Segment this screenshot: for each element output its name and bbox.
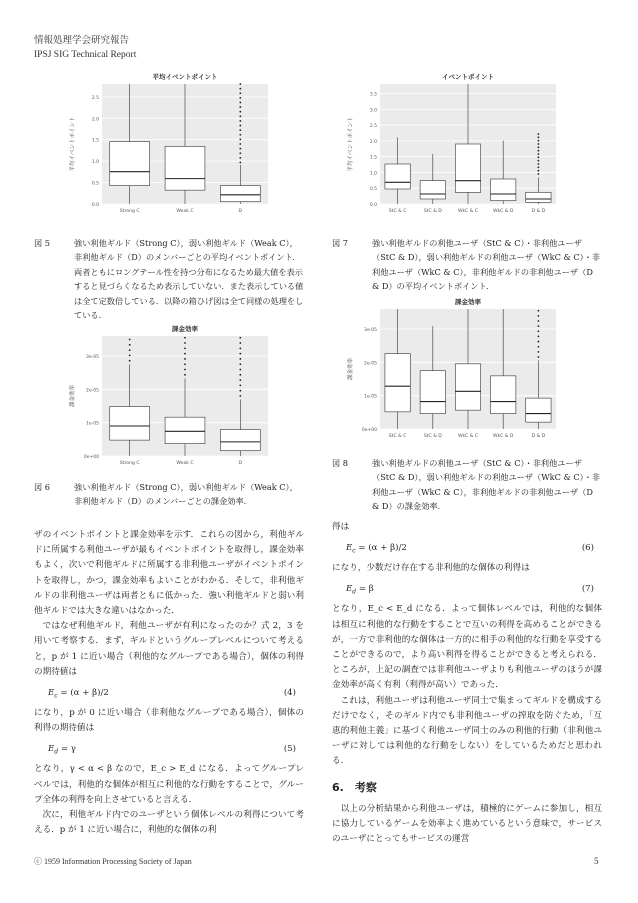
outlier-point bbox=[239, 152, 241, 154]
outlier-point bbox=[184, 358, 186, 360]
figure-8-caption-text: 強い利他ギルドの利他ユーザ（StC & C）・非利他ユーザ（StC & D），弱い利他ギルドの利他ユーザ（WkC & C）・非利他ユーザ（WkC & C），非利他ギルドの非利他ユーザ（D & D）の課金効率． bbox=[372, 458, 601, 512]
eq5-number: (5) bbox=[283, 744, 296, 755]
fig8-boxplot bbox=[342, 295, 562, 445]
x-tick-label: D bbox=[238, 461, 243, 466]
box-wkc-c bbox=[455, 364, 480, 410]
figure-7 bbox=[342, 70, 562, 220]
outlier-point bbox=[184, 369, 186, 371]
equation-6 bbox=[332, 537, 602, 559]
outlier-point bbox=[538, 156, 540, 158]
outlier-point bbox=[239, 374, 241, 376]
x-tick-label: Weak C bbox=[176, 461, 194, 466]
outlier-point bbox=[239, 390, 241, 392]
outlier-point bbox=[538, 143, 540, 145]
box-stc-c bbox=[385, 164, 410, 189]
outlier-point bbox=[184, 374, 186, 376]
right-paragraph-4: 以上の分析結果から利他ユーザは，積極的にゲームに参加し，相互に協力しているゲームを効率よく進めているという意味で，サービスのユーザにとってもサービスの運営 bbox=[332, 803, 602, 845]
x-tick-label: D & D bbox=[531, 209, 546, 214]
figure-8-label: 図 8 bbox=[332, 458, 348, 468]
box-d-d bbox=[526, 398, 551, 422]
chart-title: イベントポイント bbox=[442, 73, 494, 81]
box-d-d bbox=[526, 192, 551, 202]
right-column bbox=[332, 520, 602, 847]
journal-title-jp: 情報処理学会研究報告 bbox=[34, 35, 130, 46]
box-stc-d bbox=[420, 371, 445, 414]
eq4-number: (4) bbox=[283, 688, 296, 699]
eq6-sub: c bbox=[352, 547, 356, 555]
eq6-number: (6) bbox=[581, 543, 594, 554]
box-wkc-d bbox=[491, 179, 516, 201]
outlier-point bbox=[239, 347, 241, 349]
eq5-rhs: = γ bbox=[58, 744, 76, 755]
outlier-point bbox=[184, 342, 186, 344]
box-d bbox=[220, 186, 260, 202]
box-wkc-d bbox=[491, 376, 516, 414]
equation-7 bbox=[332, 578, 602, 600]
eq7-number: (7) bbox=[581, 584, 594, 595]
y-tick-label: 0e+00 bbox=[361, 428, 377, 433]
y-axis-label: 課金効率 bbox=[348, 357, 354, 381]
outlier-point bbox=[538, 356, 540, 358]
outlier-point bbox=[538, 315, 540, 317]
outlier-point bbox=[239, 143, 241, 145]
outlier-point bbox=[239, 148, 241, 150]
box-weak-c bbox=[165, 146, 205, 190]
y-tick-label: 3.0 bbox=[369, 108, 377, 114]
y-tick-label: 1.0 bbox=[91, 160, 99, 166]
chart-title: 課金効率 bbox=[455, 298, 481, 306]
box-stc-d bbox=[420, 181, 445, 199]
x-tick-label: WkC & C bbox=[457, 209, 479, 214]
eq6-rhs: = (α + β)/2 bbox=[355, 543, 407, 554]
y-tick-label: 3e-05 bbox=[86, 355, 99, 360]
right-paragraph-2: となり，E_c < E_d になる．よって個体レベルでは，利他的な個体は相互に利他的な行動をすることで互いの利得を高めることができるが，一方で非利他的な個体は一方的に相手の利他的な行動を享受することができるので，より高い利得を得ることができると考えられる．ところが，上記の調査では非利他ユーザよりも利他ユーザのほうが課金効率が高く有利（利得が高い）であった． bbox=[332, 604, 602, 691]
equation-4 bbox=[34, 682, 304, 704]
figure-7-label: 図 7 bbox=[332, 238, 348, 248]
y-tick-label: 0e+00 bbox=[83, 455, 99, 460]
outlier-point bbox=[239, 102, 241, 104]
left-paragraph-1: ザのイベントポイントと課金効率を示す．これらの図から，利他ギルドに所属する利他ユーザが最もイベントポイントを取得し，課金効率もよく，次いで利他ギルドに所属する非利他ユーザがイベントポイントを取得し，かつ，課金効率もよいことがわかる．そして，非利他ギルドの非利他ユーザは両者ともに低かった．強い利他ギルドと弱い利他ギルドでは大きな違いはなかった． bbox=[34, 530, 304, 617]
outlier-point bbox=[538, 346, 540, 348]
left-paragraph-3: になり，p が 0 に近い場合（非利他なグループである場合），個体の利得の期待値は bbox=[34, 708, 304, 734]
outlier-point bbox=[538, 153, 540, 155]
outlier-point bbox=[538, 341, 540, 343]
outlier-point bbox=[239, 120, 241, 122]
outlier-point bbox=[239, 385, 241, 387]
eq4-sub: c bbox=[54, 692, 58, 700]
y-axis-label: 平均イベントポイント bbox=[348, 116, 354, 172]
y-tick-label: 0.0 bbox=[91, 203, 99, 208]
outlier-point bbox=[129, 349, 131, 351]
page-header bbox=[34, 34, 136, 62]
outlier-point bbox=[239, 129, 241, 131]
outlier-point bbox=[538, 133, 540, 135]
outlier-point bbox=[538, 173, 540, 175]
page-number: 5 bbox=[594, 856, 599, 866]
outlier-point bbox=[184, 337, 186, 339]
x-tick-label: StC & D bbox=[423, 434, 442, 439]
x-tick-label: Strong C bbox=[119, 209, 140, 214]
y-tick-label: 1e-05 bbox=[86, 421, 99, 427]
figure-8-caption bbox=[332, 456, 602, 514]
y-tick-label: 0.5 bbox=[369, 187, 377, 193]
y-axis-label: 課金効率 bbox=[70, 384, 76, 408]
right-paragraph-0: 得は bbox=[332, 522, 350, 532]
y-tick-label: 1.0 bbox=[369, 171, 377, 177]
equation-5 bbox=[34, 738, 304, 760]
figure-5-caption-text: 強い利他ギルド（Strong C），弱い利他ギルド（Weak C），非利他ギルド（D）のメンバーごとの平均イベントポイント．両者ともにロングテール性を持つ分布になるため最大値を表示すると見づらくなるため表示していない．また表示している値は全て定数倍している．以降の箱ひげ図は全て同様の処理をしている． bbox=[74, 238, 304, 321]
y-tick-label: 2.0 bbox=[91, 117, 99, 123]
outlier-point bbox=[239, 363, 241, 365]
box-weak-c bbox=[165, 417, 205, 443]
figure-8 bbox=[342, 295, 562, 445]
x-tick-label: WkC & C bbox=[457, 434, 479, 439]
journal-title-en: IPSJ SIG Technical Report bbox=[34, 50, 137, 60]
y-tick-label: 1.5 bbox=[91, 138, 99, 144]
y-tick-label: 1.5 bbox=[369, 155, 377, 161]
left-paragraph-5: 次に，利他ギルド内でのユーザという個体レベルの利得について考える．p が 1 に近い場合に，利他的な個体の利 bbox=[34, 810, 304, 836]
outlier-point bbox=[239, 162, 241, 164]
outlier-point bbox=[239, 337, 241, 339]
figure-7-caption bbox=[332, 236, 602, 294]
y-tick-label: 2.5 bbox=[369, 124, 377, 130]
outlier-point bbox=[239, 379, 241, 381]
box-strong-c bbox=[110, 407, 150, 441]
outlier-point bbox=[239, 138, 241, 140]
left-column bbox=[34, 528, 304, 838]
box-stc-c bbox=[385, 354, 410, 412]
figure-5-caption bbox=[34, 236, 304, 322]
y-tick-label: 0.5 bbox=[91, 181, 99, 187]
outlier-point bbox=[538, 330, 540, 332]
y-axis-label: 平均イベントポイント bbox=[70, 116, 76, 172]
outlier-point bbox=[239, 125, 241, 127]
fig7-boxplot bbox=[342, 70, 562, 220]
eq4-lhs: E bbox=[48, 688, 55, 699]
chart-title: 平均イベントポイント bbox=[152, 73, 218, 81]
figure-6-label: 図 6 bbox=[34, 482, 50, 492]
y-tick-label: 2e-05 bbox=[364, 361, 377, 367]
y-tick-label: 3e-05 bbox=[364, 328, 377, 333]
outlier-point bbox=[538, 160, 540, 162]
outlier-point bbox=[239, 111, 241, 113]
x-tick-label: StC & C bbox=[388, 209, 407, 214]
y-tick-label: 2e-05 bbox=[86, 388, 99, 394]
chart-title: 課金効率 bbox=[172, 325, 198, 333]
x-tick-label: D bbox=[238, 209, 243, 214]
x-tick-label: StC & D bbox=[423, 209, 442, 214]
outlier-point bbox=[239, 88, 241, 90]
outlier-point bbox=[184, 353, 186, 355]
eq7-lhs: E bbox=[346, 584, 353, 595]
y-tick-label: 0.0 bbox=[369, 203, 377, 208]
outlier-point bbox=[538, 140, 540, 142]
outlier-point bbox=[538, 310, 540, 312]
outlier-point bbox=[184, 363, 186, 365]
outlier-point bbox=[239, 92, 241, 94]
fig5-boxplot bbox=[64, 70, 274, 220]
outlier-point bbox=[239, 115, 241, 117]
x-tick-label: WkC & D bbox=[492, 209, 514, 214]
eq7-rhs: = β bbox=[356, 584, 374, 595]
outlier-point bbox=[129, 344, 131, 346]
eq5-lhs: E bbox=[48, 744, 55, 755]
figure-6-caption-text: 強い利他ギルド（Strong C），弱い利他ギルド（Weak C），非利他ギルド（D）のメンバーごとの課金効率． bbox=[74, 482, 298, 507]
right-paragraph-1: になり，少数だけ存在する非利他的な個体の利得は bbox=[332, 563, 530, 574]
right-paragraph-3: これは，利他ユーザは利他ユーザ同士で集まってギルドを構成するだけでなく，そのギルド内でも非利他ユーザの搾取を防ぐため，「互恵的利他主義」に基づく利他ユーザ同士のみの利他的行動（非利他ユーザに対しては利他的な行動をしない）をしているためだと思われる． bbox=[332, 695, 602, 767]
box-d bbox=[220, 430, 260, 451]
outlier-point bbox=[184, 347, 186, 349]
box-wkc-c bbox=[455, 144, 480, 192]
outlier-point bbox=[538, 325, 540, 327]
outlier-point bbox=[129, 355, 131, 357]
left-paragraph-2: ではなぜ利他ギルド，利他ユーザが有利になったのか？式 2，3 を用いて考察する．まず，ギルドというグループレベルについて考えると，p が 1 に近い場合（利他的なグループである場合），個体の利得の期待値は bbox=[34, 621, 304, 677]
outlier-point bbox=[239, 342, 241, 344]
section-6-title: 6. 考察 bbox=[332, 780, 377, 794]
y-tick-label: 2.5 bbox=[91, 95, 99, 101]
outlier-point bbox=[239, 369, 241, 371]
fig6-boxplot bbox=[64, 322, 274, 472]
outlier-point bbox=[538, 170, 540, 172]
outlier-point bbox=[538, 166, 540, 168]
eq6-lhs: E bbox=[346, 543, 353, 554]
outlier-point bbox=[129, 360, 131, 362]
box-strong-c bbox=[110, 142, 150, 186]
figure-5 bbox=[64, 70, 274, 220]
outlier-point bbox=[538, 320, 540, 322]
figure-6-caption bbox=[34, 480, 304, 509]
outlier-point bbox=[239, 83, 241, 85]
outlier-point bbox=[239, 97, 241, 99]
copyright: ⓒ 1959 Information Processing Society of Japan bbox=[34, 857, 192, 866]
outlier-point bbox=[538, 136, 540, 138]
eq4-rhs: = (α + β)/2 bbox=[57, 688, 109, 699]
x-tick-label: WkC & D bbox=[492, 434, 514, 439]
outlier-point bbox=[239, 134, 241, 136]
outlier-point bbox=[239, 106, 241, 108]
outlier-point bbox=[538, 163, 540, 165]
outlier-point bbox=[538, 146, 540, 148]
y-tick-label: 2.0 bbox=[369, 139, 377, 145]
outlier-point bbox=[538, 150, 540, 152]
x-tick-label: Strong C bbox=[119, 461, 140, 466]
y-tick-label: 1e-05 bbox=[364, 394, 377, 400]
figure-7-caption-text: 強い利他ギルドの利他ユーザ（StC & C）・非利他ユーザ（StC & D），弱い利他ギルドの利他ユーザ（WkC & C）・非利他ユーザ（WkC & C），非利他ギルドの非利他ユーザ（D & D）の平均イベントポイント． bbox=[372, 238, 601, 292]
outlier-point bbox=[239, 157, 241, 159]
x-tick-label: StC & C bbox=[388, 434, 407, 439]
figure-5-label: 図 5 bbox=[34, 238, 50, 248]
x-tick-label: Weak C bbox=[176, 209, 194, 214]
figure-6 bbox=[64, 322, 274, 472]
outlier-point bbox=[538, 336, 540, 338]
eq7-sub: d bbox=[352, 589, 357, 597]
outlier-point bbox=[239, 395, 241, 397]
left-paragraph-4: となり，γ < α < β なので，E_c > E_d になる．よってグループレベルでは，利他的な個体が相互に利他的な行動をすることで，グループ全体の利得を向上させていると言える． bbox=[34, 764, 304, 805]
x-tick-label: D & D bbox=[531, 434, 546, 439]
outlier-point bbox=[239, 353, 241, 355]
y-tick-label: 3.5 bbox=[369, 92, 377, 98]
outlier-point bbox=[129, 339, 131, 341]
outlier-point bbox=[239, 358, 241, 360]
eq5-sub: d bbox=[54, 749, 59, 757]
outlier-point bbox=[538, 351, 540, 353]
